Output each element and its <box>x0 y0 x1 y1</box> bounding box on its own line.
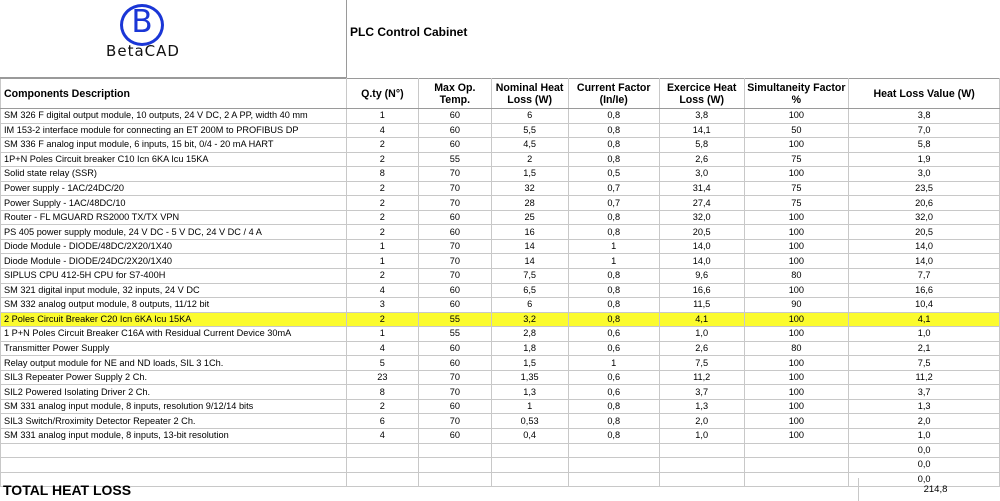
cell-quantity[interactable]: 1 <box>346 239 418 254</box>
cell-nominal-heat-loss[interactable]: 3,2 <box>491 312 568 327</box>
column-header-description[interactable]: Components Description <box>1 79 347 109</box>
cell-nominal-heat-loss[interactable]: 32 <box>491 181 568 196</box>
cell-quantity[interactable]: 2 <box>346 225 418 240</box>
cell-exercise-heat-loss[interactable]: 11,5 <box>659 298 744 313</box>
cell-nominal-heat-loss[interactable]: 14 <box>491 239 568 254</box>
cell-nominal-heat-loss[interactable]: 28 <box>491 196 568 211</box>
cell-quantity[interactable]: 2 <box>346 196 418 211</box>
cell-heat-loss-value[interactable]: 2,0 <box>849 414 1000 429</box>
cell-heat-loss-value[interactable]: 1,9 <box>849 152 1000 167</box>
cell-exercise-heat-loss[interactable]: 3,0 <box>659 167 744 182</box>
cell-description[interactable] <box>1 443 347 458</box>
cell-description[interactable]: SIL3 Repeater Power Supply 2 Ch. <box>1 370 347 385</box>
cell-nominal-heat-loss[interactable] <box>491 443 568 458</box>
cell-current-factor[interactable]: 1 <box>568 254 659 269</box>
cell-heat-loss-value[interactable]: 3,0 <box>849 167 1000 182</box>
table-row <box>1 458 1000 473</box>
column-header-heat-loss-value[interactable]: Heat Loss Value (W) <box>849 79 1000 109</box>
cell-current-factor[interactable]: 0,8 <box>568 429 659 444</box>
column-header-max-temp[interactable]: Max Op. Temp. <box>419 79 492 109</box>
cell-max-temp[interactable]: 60 <box>419 429 492 444</box>
cell-current-factor[interactable]: 0,8 <box>568 210 659 225</box>
cell-max-temp[interactable]: 60 <box>419 283 492 298</box>
total-value[interactable]: 214,8 <box>923 484 948 495</box>
cell-current-factor[interactable]: 0,7 <box>568 181 659 196</box>
table-row <box>1 399 1000 414</box>
cell-heat-loss-value[interactable]: 3,7 <box>849 385 1000 400</box>
cell-description[interactable]: SM 321 digital input module, 32 inputs, 24 V DC <box>1 283 347 298</box>
table-row <box>1 341 1000 356</box>
cell-nominal-heat-loss[interactable]: 1 <box>491 399 568 414</box>
cell-max-temp[interactable]: 60 <box>419 341 492 356</box>
cell-exercise-heat-loss[interactable]: 5,8 <box>659 138 744 153</box>
cell-exercise-heat-loss[interactable]: 2,0 <box>659 414 744 429</box>
table-row <box>1 123 1000 138</box>
cell-quantity[interactable]: 1 <box>346 327 418 342</box>
cell-quantity[interactable]: 6 <box>346 414 418 429</box>
cell-quantity[interactable]: 1 <box>346 109 418 124</box>
column-header-current-factor[interactable]: Current Factor (In/Ie) <box>568 79 659 109</box>
cell-current-factor[interactable]: 0,8 <box>568 152 659 167</box>
cell-heat-loss-value[interactable]: 23,5 <box>849 181 1000 196</box>
cell-nominal-heat-loss[interactable]: 1,35 <box>491 370 568 385</box>
cell-simultaneity[interactable]: 75 <box>744 181 849 196</box>
cell-nominal-heat-loss[interactable]: 25 <box>491 210 568 225</box>
cell-current-factor[interactable]: 0,6 <box>568 370 659 385</box>
cell-description[interactable]: Transmitter Power Supply <box>1 341 347 356</box>
logo-area <box>0 0 347 78</box>
cell-nominal-heat-loss[interactable]: 16 <box>491 225 568 240</box>
cell-nominal-heat-loss[interactable]: 0,4 <box>491 429 568 444</box>
cell-exercise-heat-loss[interactable]: 3,7 <box>659 385 744 400</box>
cell-heat-loss-value[interactable]: 20,6 <box>849 196 1000 211</box>
cell-description[interactable]: Relay output module for NE and ND loads, SIL 3 1Ch. <box>1 356 347 371</box>
cell-exercise-heat-loss[interactable]: 1,0 <box>659 429 744 444</box>
cell-max-temp[interactable]: 70 <box>419 269 492 284</box>
cell-exercise-heat-loss[interactable]: 4,1 <box>659 312 744 327</box>
table-header-row <box>1 79 1000 109</box>
cell-nominal-heat-loss[interactable]: 1,3 <box>491 385 568 400</box>
cell-quantity[interactable]: 2 <box>346 152 418 167</box>
cell-simultaneity[interactable]: 100 <box>744 210 849 225</box>
table-row <box>1 269 1000 284</box>
cell-quantity[interactable]: 23 <box>346 370 418 385</box>
cell-quantity[interactable]: 4 <box>346 283 418 298</box>
table-row <box>1 167 1000 182</box>
cell-simultaneity[interactable]: 100 <box>744 225 849 240</box>
cell-exercise-heat-loss[interactable]: 14,0 <box>659 254 744 269</box>
cell-current-factor[interactable]: 0,6 <box>568 385 659 400</box>
cell-simultaneity[interactable]: 100 <box>744 399 849 414</box>
cell-exercise-heat-loss[interactable]: 9,6 <box>659 269 744 284</box>
table-row <box>1 283 1000 298</box>
cell-nominal-heat-loss[interactable]: 7,5 <box>491 269 568 284</box>
table-row <box>1 152 1000 167</box>
cell-max-temp[interactable]: 70 <box>419 370 492 385</box>
cell-exercise-heat-loss[interactable] <box>659 443 744 458</box>
table-row <box>1 109 1000 124</box>
cell-current-factor[interactable]: 1 <box>568 239 659 254</box>
cell-description[interactable]: Power supply - 1AC/24DC/20 <box>1 181 347 196</box>
cell-quantity[interactable]: 3 <box>346 298 418 313</box>
cell-description[interactable]: Diode Module - DIODE/48DC/2X20/1X40 <box>1 239 347 254</box>
cell-quantity[interactable]: 2 <box>346 312 418 327</box>
cell-exercise-heat-loss[interactable]: 32,0 <box>659 210 744 225</box>
cell-max-temp[interactable]: 70 <box>419 239 492 254</box>
cell-max-temp[interactable]: 70 <box>419 254 492 269</box>
cell-max-temp[interactable] <box>419 458 492 473</box>
cell-quantity[interactable]: 2 <box>346 138 418 153</box>
cell-heat-loss-value[interactable]: 32,0 <box>849 210 1000 225</box>
cell-nominal-heat-loss[interactable]: 1,8 <box>491 341 568 356</box>
cell-description[interactable]: SIL2 Powered Isolating Driver 2 Ch. <box>1 385 347 400</box>
table-row <box>1 385 1000 400</box>
cell-max-temp[interactable]: 55 <box>419 312 492 327</box>
cell-current-factor[interactable]: 0,8 <box>568 109 659 124</box>
cell-max-temp[interactable]: 55 <box>419 327 492 342</box>
cell-heat-loss-value[interactable]: 1,0 <box>849 327 1000 342</box>
cell-current-factor[interactable]: 0,8 <box>568 414 659 429</box>
cell-description[interactable]: Power Supply - 1AC/48DC/10 <box>1 196 347 211</box>
cell-exercise-heat-loss[interactable]: 1,0 <box>659 327 744 342</box>
cell-exercise-heat-loss[interactable]: 14,0 <box>659 239 744 254</box>
cell-current-factor[interactable]: 0,8 <box>568 399 659 414</box>
cell-max-temp[interactable]: 60 <box>419 109 492 124</box>
cell-quantity[interactable]: 4 <box>346 429 418 444</box>
cell-heat-loss-value[interactable]: 0,0 <box>849 443 1000 458</box>
table-row <box>1 356 1000 371</box>
cell-heat-loss-value[interactable]: 1,3 <box>849 399 1000 414</box>
table-row <box>1 312 1000 327</box>
cell-nominal-heat-loss[interactable]: 1,5 <box>491 167 568 182</box>
cell-simultaneity[interactable] <box>744 443 849 458</box>
cell-simultaneity[interactable]: 100 <box>744 167 849 182</box>
cell-max-temp[interactable]: 60 <box>419 356 492 371</box>
cell-nominal-heat-loss[interactable]: 6 <box>491 298 568 313</box>
cell-simultaneity[interactable]: 100 <box>744 414 849 429</box>
cell-exercise-heat-loss[interactable] <box>659 458 744 473</box>
cell-current-factor[interactable]: 0,8 <box>568 225 659 240</box>
cell-description[interactable]: PS 405 power supply module, 24 V DC - 5 V DC, 24 V DC / 4 A <box>1 225 347 240</box>
cell-description[interactable]: 1P+N Poles Circuit breaker C10 Icn 6KA Icu 15KA <box>1 152 347 167</box>
table-row <box>1 443 1000 458</box>
logo-name: BetaCAD <box>106 42 180 60</box>
cell-exercise-heat-loss[interactable]: 11,2 <box>659 370 744 385</box>
cell-exercise-heat-loss[interactable]: 20,5 <box>659 225 744 240</box>
cell-simultaneity[interactable]: 90 <box>744 298 849 313</box>
cell-heat-loss-value[interactable]: 2,1 <box>849 341 1000 356</box>
cell-current-factor[interactable]: 0,7 <box>568 196 659 211</box>
cell-heat-loss-value[interactable]: 7,5 <box>849 356 1000 371</box>
cell-description[interactable]: IM 153-2 interface module for connecting an ET 200M to PROFIBUS DP <box>1 123 347 138</box>
cell-max-temp[interactable]: 70 <box>419 181 492 196</box>
cell-description[interactable]: Solid state relay (SSR) <box>1 167 347 182</box>
cell-max-temp[interactable]: 70 <box>419 196 492 211</box>
cell-quantity[interactable]: 5 <box>346 356 418 371</box>
cell-quantity[interactable]: 2 <box>346 181 418 196</box>
cell-simultaneity[interactable]: 75 <box>744 152 849 167</box>
cell-description[interactable]: 2 Poles Circuit Breaker C20 Icn 6KA Icu 15KA <box>1 312 347 327</box>
cell-description[interactable]: SM 332 analog output module, 8 outputs, 11/12 bit <box>1 298 347 313</box>
cell-description[interactable] <box>1 458 347 473</box>
cell-description[interactable]: SM 331 analog input module, 8 inputs, 13-bit resolution <box>1 429 347 444</box>
table-row <box>1 196 1000 211</box>
cell-simultaneity[interactable]: 100 <box>744 239 849 254</box>
table-row <box>1 429 1000 444</box>
cell-quantity[interactable]: 4 <box>346 341 418 356</box>
table-row <box>1 327 1000 342</box>
cell-current-factor[interactable]: 0,8 <box>568 312 659 327</box>
cell-simultaneity[interactable]: 100 <box>744 312 849 327</box>
cell-current-factor[interactable] <box>568 458 659 473</box>
table-row <box>1 370 1000 385</box>
table-row <box>1 254 1000 269</box>
cell-exercise-heat-loss[interactable]: 27,4 <box>659 196 744 211</box>
cell-max-temp[interactable]: 60 <box>419 225 492 240</box>
table-row <box>1 414 1000 429</box>
cell-heat-loss-value[interactable]: 14,0 <box>849 254 1000 269</box>
cell-simultaneity[interactable]: 50 <box>744 123 849 138</box>
cell-nominal-heat-loss[interactable]: 2 <box>491 152 568 167</box>
cell-current-factor[interactable]: 0,6 <box>568 341 659 356</box>
cell-max-temp[interactable]: 70 <box>419 167 492 182</box>
cell-simultaneity[interactable]: 100 <box>744 109 849 124</box>
cell-quantity[interactable] <box>346 458 418 473</box>
cell-simultaneity[interactable]: 80 <box>744 269 849 284</box>
cell-exercise-heat-loss[interactable]: 2,6 <box>659 341 744 356</box>
cell-simultaneity[interactable]: 100 <box>744 283 849 298</box>
cell-description[interactable]: SM 336 F analog input module, 6 inputs, 15 bit, 0/4 - 20 mA HART <box>1 138 347 153</box>
cell-nominal-heat-loss[interactable]: 6,5 <box>491 283 568 298</box>
cell-max-temp[interactable]: 60 <box>419 210 492 225</box>
cell-max-temp[interactable]: 60 <box>419 399 492 414</box>
table-row <box>1 225 1000 240</box>
cell-heat-loss-value[interactable]: 3,8 <box>849 109 1000 124</box>
cell-current-factor[interactable]: 0,8 <box>568 283 659 298</box>
table-row <box>1 181 1000 196</box>
table-row <box>1 138 1000 153</box>
cell-nominal-heat-loss[interactable]: 2,8 <box>491 327 568 342</box>
cell-nominal-heat-loss[interactable]: 4,5 <box>491 138 568 153</box>
column-header-exercise-heat-loss[interactable]: Exercice Heat Loss (W) <box>659 79 744 109</box>
cell-exercise-heat-loss[interactable]: 2,6 <box>659 152 744 167</box>
table-row <box>1 239 1000 254</box>
cell-exercise-heat-loss[interactable]: 3,8 <box>659 109 744 124</box>
cell-current-factor[interactable]: 0,5 <box>568 167 659 182</box>
cell-max-temp[interactable]: 60 <box>419 298 492 313</box>
cell-simultaneity[interactable]: 100 <box>744 327 849 342</box>
cell-nominal-heat-loss[interactable]: 14 <box>491 254 568 269</box>
cell-current-factor[interactable]: 0,8 <box>568 138 659 153</box>
cell-nominal-heat-loss[interactable]: 5,5 <box>491 123 568 138</box>
betacad-logo-icon <box>120 4 164 46</box>
logo-symbol: B <box>131 4 153 40</box>
cell-heat-loss-value[interactable]: 20,5 <box>849 225 1000 240</box>
cell-description[interactable]: 1 P+N Poles Circuit Breaker C16A with Residual Current Device 30mA <box>1 327 347 342</box>
cell-description[interactable]: Router - FL MGUARD RS2000 TX/TX VPN <box>1 210 347 225</box>
cell-heat-loss-value[interactable]: 4,1 <box>849 312 1000 327</box>
cell-quantity[interactable]: 4 <box>346 123 418 138</box>
cell-exercise-heat-loss[interactable]: 7,5 <box>659 356 744 371</box>
cell-simultaneity[interactable]: 100 <box>744 138 849 153</box>
heat-loss-table <box>0 78 1000 487</box>
cell-max-temp[interactable]: 60 <box>419 123 492 138</box>
cell-current-factor[interactable]: 1 <box>568 356 659 371</box>
cell-current-factor[interactable]: 0,8 <box>568 269 659 284</box>
cell-description[interactable]: Diode Module - DIODE/24DC/2X20/1X40 <box>1 254 347 269</box>
cell-current-factor[interactable]: 0,6 <box>568 327 659 342</box>
cell-max-temp[interactable]: 70 <box>419 414 492 429</box>
table-body <box>1 109 1000 487</box>
cell-current-factor[interactable]: 0,8 <box>568 123 659 138</box>
cell-nominal-heat-loss[interactable]: 0,53 <box>491 414 568 429</box>
cell-exercise-heat-loss[interactable]: 16,6 <box>659 283 744 298</box>
cell-heat-loss-value[interactable]: 5,8 <box>849 138 1000 153</box>
cell-heat-loss-value[interactable]: 0,0 <box>849 458 1000 473</box>
cell-exercise-heat-loss[interactable]: 31,4 <box>659 181 744 196</box>
column-header-nominal-heat-loss[interactable]: Nominal Heat Loss (W) <box>491 79 568 109</box>
cell-description[interactable]: SM 326 F digital output module, 10 outputs, 24 V DC, 2 A PP, width 40 mm <box>1 109 347 124</box>
cell-heat-loss-value[interactable]: 16,6 <box>849 283 1000 298</box>
document-title: PLC Control Cabinet <box>350 25 468 39</box>
cell-heat-loss-value[interactable]: 7,7 <box>849 269 1000 284</box>
cell-current-factor[interactable] <box>568 443 659 458</box>
cell-heat-loss-value[interactable]: 11,2 <box>849 370 1000 385</box>
cell-nominal-heat-loss[interactable] <box>491 458 568 473</box>
column-header-simultaneity[interactable]: Simultaneity Factor % <box>744 79 849 109</box>
cell-simultaneity[interactable]: 100 <box>744 254 849 269</box>
cell-quantity[interactable] <box>346 443 418 458</box>
cell-quantity[interactable]: 2 <box>346 269 418 284</box>
cell-exercise-heat-loss[interactable]: 1,3 <box>659 399 744 414</box>
cell-exercise-heat-loss[interactable]: 14,1 <box>659 123 744 138</box>
table-row <box>1 210 1000 225</box>
cell-heat-loss-value[interactable]: 7,0 <box>849 123 1000 138</box>
cell-quantity[interactable]: 2 <box>346 210 418 225</box>
cell-simultaneity[interactable]: 100 <box>744 356 849 371</box>
cell-heat-loss-value[interactable]: 0,0 <box>849 472 1000 487</box>
cell-max-temp[interactable]: 60 <box>419 138 492 153</box>
total-row <box>0 478 1000 501</box>
cell-quantity[interactable]: 2 <box>346 399 418 414</box>
cell-max-temp[interactable]: 55 <box>419 152 492 167</box>
cell-max-temp[interactable]: 70 <box>419 385 492 400</box>
cell-simultaneity[interactable]: 100 <box>744 370 849 385</box>
cell-nominal-heat-loss[interactable]: 6 <box>491 109 568 124</box>
cell-simultaneity[interactable]: 100 <box>744 385 849 400</box>
cell-simultaneity[interactable]: 75 <box>744 196 849 211</box>
cell-heat-loss-value[interactable]: 14,0 <box>849 239 1000 254</box>
cell-description[interactable]: SM 331 analog input module, 8 inputs, resolution 9/12/14 bits <box>1 399 347 414</box>
cell-quantity[interactable]: 8 <box>346 385 418 400</box>
document-header <box>0 0 1000 78</box>
cell-quantity[interactable]: 1 <box>346 254 418 269</box>
total-label: TOTAL HEAT LOSS <box>3 482 132 498</box>
cell-simultaneity[interactable]: 80 <box>744 341 849 356</box>
cell-current-factor[interactable]: 0,8 <box>568 298 659 313</box>
cell-heat-loss-value[interactable]: 10,4 <box>849 298 1000 313</box>
cell-max-temp[interactable] <box>419 443 492 458</box>
column-header-quantity[interactable]: Q.ty (N°) <box>346 79 418 109</box>
cell-description[interactable]: SIPLUS CPU 412-5H CPU for S7-400H <box>1 269 347 284</box>
cell-heat-loss-value[interactable]: 1,0 <box>849 429 1000 444</box>
table-row <box>1 298 1000 313</box>
cell-quantity[interactable]: 8 <box>346 167 418 182</box>
cell-simultaneity[interactable] <box>744 458 849 473</box>
cell-simultaneity[interactable]: 100 <box>744 429 849 444</box>
cell-nominal-heat-loss[interactable]: 1,5 <box>491 356 568 371</box>
cell-description[interactable]: SIL3 Switch/Rroximity Detector Repeater 2 Ch. <box>1 414 347 429</box>
